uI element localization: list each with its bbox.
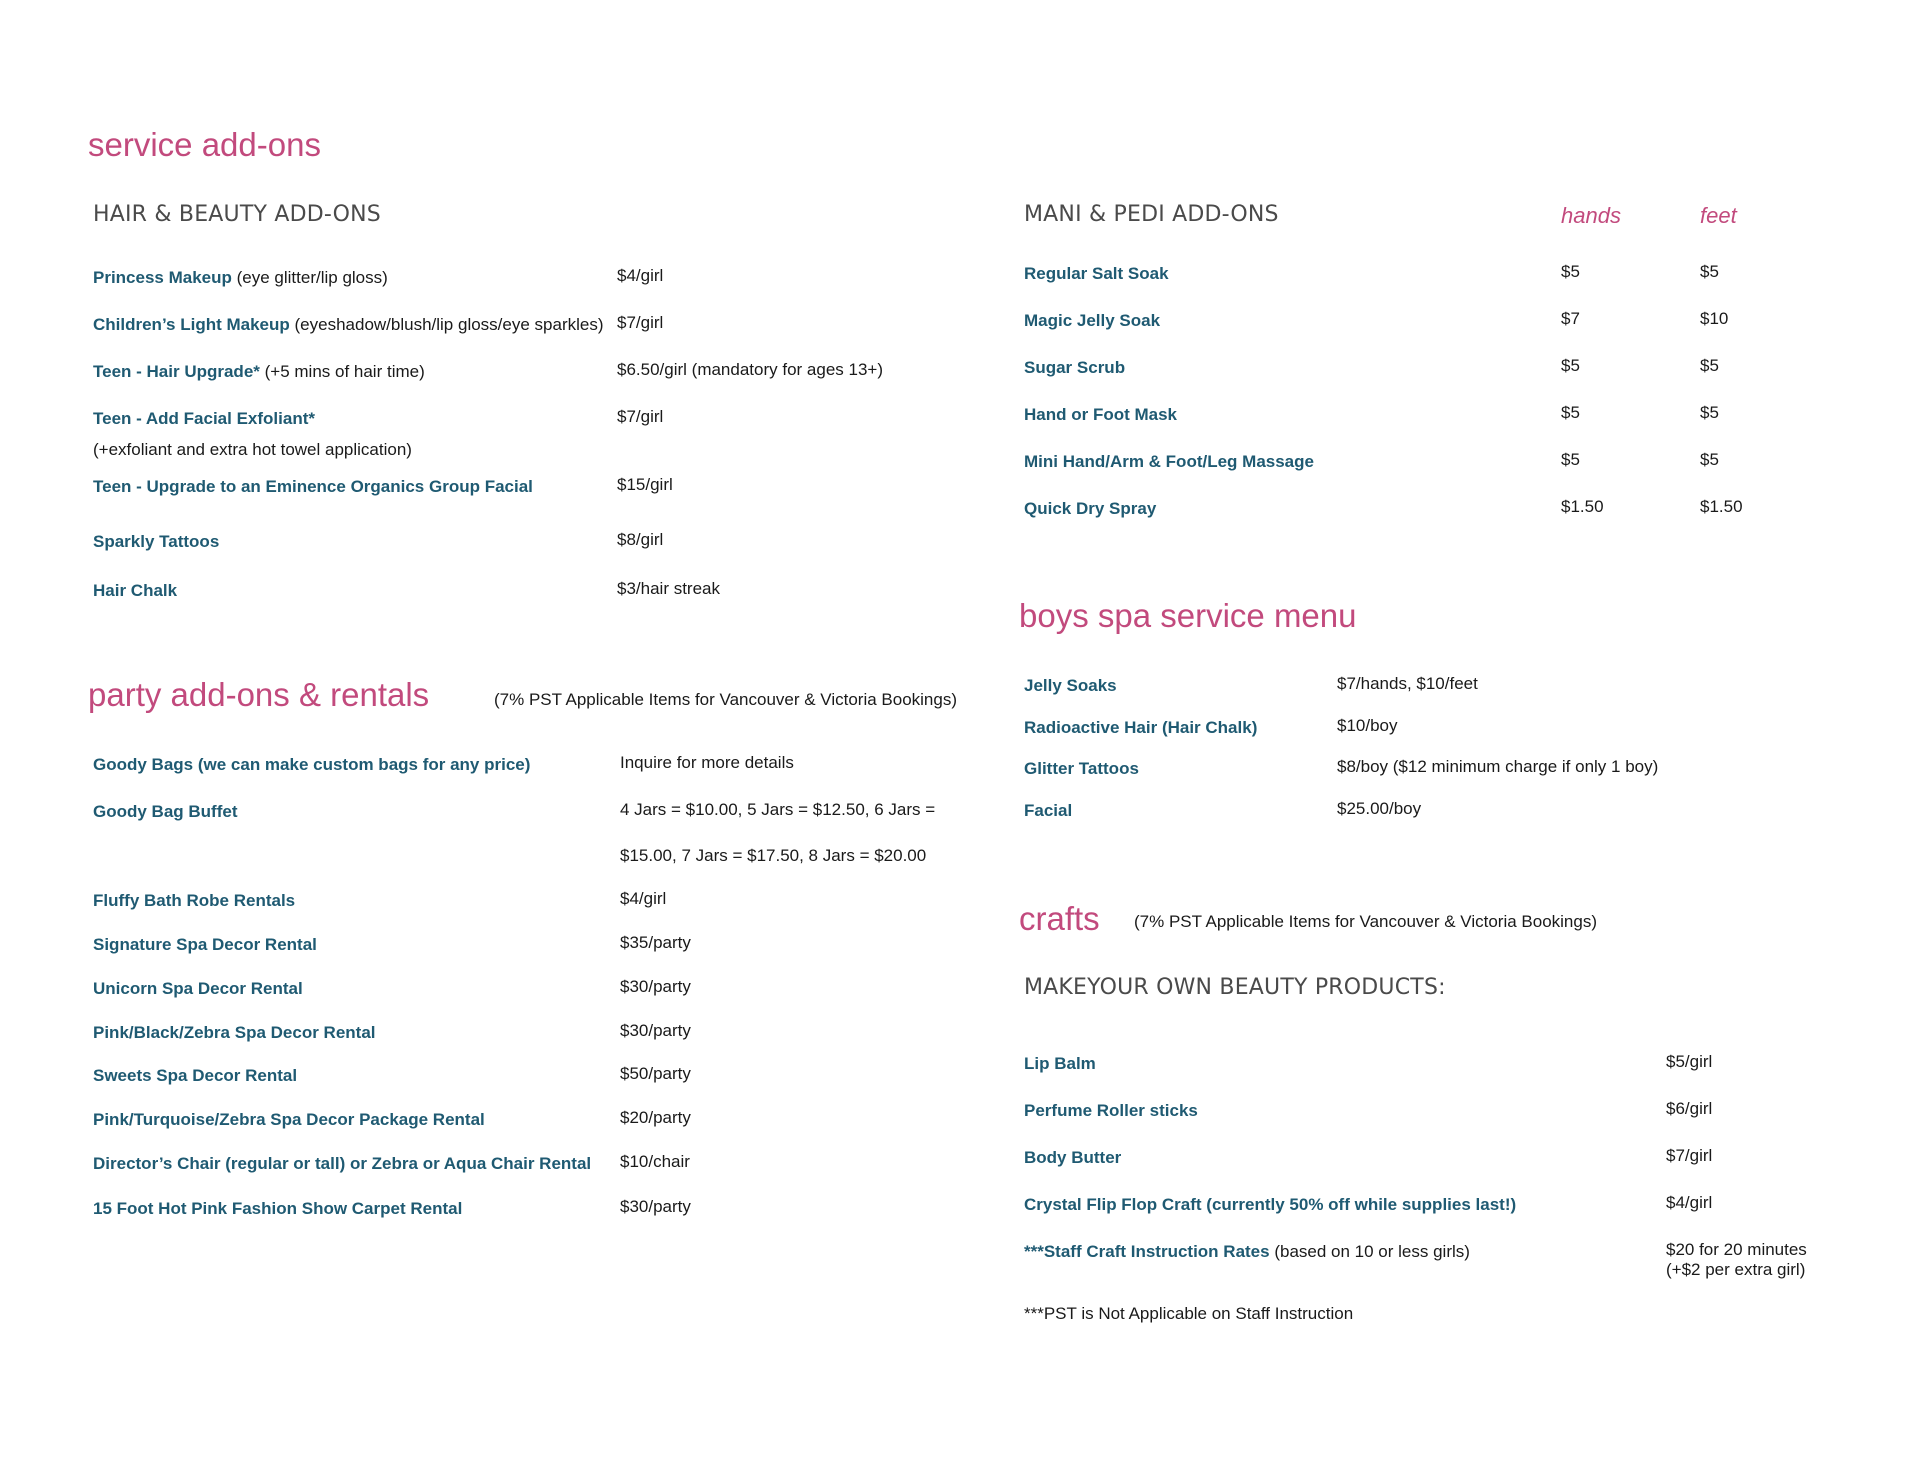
- item-price: $10/chair: [620, 1152, 690, 1171]
- item-name: Unicorn Spa Decor Rental: [93, 979, 303, 998]
- item-price: $7/girl: [617, 407, 664, 426]
- column-header-feet: feet: [1700, 203, 1737, 228]
- price-feet: $5: [1700, 450, 1719, 469]
- item-price: $7/girl: [1666, 1146, 1713, 1165]
- section-title-boys-spa: boys spa service menu: [1019, 597, 1357, 634]
- item-name: Hair Chalk: [93, 581, 178, 600]
- item-name: Pink/Turquoise/Zebra Spa Decor Package Rental: [93, 1110, 485, 1129]
- item-price: $15/girl: [617, 475, 673, 494]
- list-item: [93, 409, 315, 429]
- list-item: [93, 581, 177, 601]
- item-price: $10/boy: [1337, 716, 1398, 735]
- crafts-pst-note: (7% PST Applicable Items for Vancouver & Victoria Bookings): [1134, 912, 1598, 931]
- item-price-continued: $15.00, 7 Jars = $17.50, 8 Jars = $20.00: [620, 846, 927, 865]
- price-feet: $1.50: [1700, 497, 1743, 516]
- price-hands: $7: [1561, 309, 1580, 328]
- item-name: Radioactive Hair (Hair Chalk): [1024, 718, 1258, 737]
- item-name: Hand or Foot Mask: [1024, 405, 1178, 424]
- item-price: $4/girl: [617, 266, 664, 285]
- item-price: Inquire for more details: [620, 753, 794, 772]
- item-name: Body Butter: [1024, 1148, 1122, 1167]
- item-name: Glitter Tattoos: [1024, 759, 1139, 778]
- crafts-heading: MAKEYOUR OWN BEAUTY PRODUCTS:: [1024, 975, 1446, 1000]
- section-title-service-addons: service add-ons: [88, 126, 321, 163]
- party-pst-note: (7% PST Applicable Items for Vancouver & Victoria Bookings): [494, 690, 958, 709]
- mani-pedi-heading: MANI & PEDI ADD-ONS: [1024, 202, 1279, 227]
- item-note: (eye glitter/lip gloss): [231, 268, 388, 287]
- item-note: (based on 10 or less girls): [1269, 1242, 1470, 1261]
- item-name: Teen - Add Facial Exfoliant*: [93, 409, 315, 428]
- item-price: $7/girl: [617, 313, 664, 332]
- item-name: Quick Dry Spray: [1024, 499, 1157, 518]
- item-price: $8/boy ($12 minimum charge if only 1 boy): [1337, 757, 1659, 776]
- item-price: $3/hair streak: [617, 579, 720, 598]
- list-item: [93, 268, 388, 288]
- item-name: Teen - Upgrade to an Eminence Organics Group Facial: [93, 477, 533, 496]
- item-price: $7/hands, $10/feet: [1337, 674, 1478, 693]
- item-name: Signature Spa Decor Rental: [93, 935, 317, 954]
- item-name: Goody Bags (we can make custom bags for any price): [93, 755, 531, 774]
- section-title-party-addons: party add-ons & rentals: [88, 676, 430, 713]
- item-price: $30/party: [620, 1021, 691, 1040]
- price-feet: $5: [1700, 356, 1719, 375]
- price-feet: $5: [1700, 262, 1719, 281]
- list-item: [93, 362, 425, 382]
- item-price: $4/girl: [620, 889, 667, 908]
- item-name: Lip Balm: [1024, 1054, 1096, 1073]
- item-price: $30/party: [620, 977, 691, 996]
- item-price: $4/girl: [1666, 1193, 1713, 1212]
- item-name: Princess Makeup: [93, 268, 232, 287]
- section-title-crafts: crafts: [1019, 900, 1100, 937]
- item-price: $5/girl: [1666, 1052, 1713, 1071]
- price-feet: $10: [1700, 309, 1729, 328]
- price-hands: $5: [1561, 356, 1580, 375]
- item-name: Regular Salt Soak: [1024, 264, 1169, 283]
- item-price: $6/girl: [1666, 1099, 1713, 1118]
- price-feet: $5: [1700, 403, 1719, 422]
- list-item: [93, 532, 219, 552]
- item-name: ***Staff Craft Instruction Rates: [1024, 1242, 1270, 1261]
- item-name: Facial: [1024, 801, 1073, 820]
- price-hands: $5: [1561, 262, 1580, 281]
- item-name: Pink/Black/Zebra Spa Decor Rental: [93, 1023, 376, 1042]
- item-name: Magic Jelly Soak: [1024, 311, 1161, 330]
- price-hands: $5: [1561, 403, 1580, 422]
- item-name: Director’s Chair (regular or tall) or Zebra or Aqua Chair Rental: [93, 1154, 592, 1173]
- item-price: $35/party: [620, 933, 691, 952]
- item-name: Sweets Spa Decor Rental: [93, 1066, 298, 1085]
- item-price-continued: (+$2 per extra girl): [1666, 1260, 1806, 1279]
- item-note: (+5 mins of hair time): [259, 362, 425, 381]
- item-name: Sugar Scrub: [1024, 358, 1126, 377]
- item-price: 4 Jars = $10.00, 5 Jars = $12.50, 6 Jars =: [620, 800, 936, 819]
- item-name: 15 Foot Hot Pink Fashion Show Carpet Rental: [93, 1199, 463, 1218]
- item-name: Crystal Flip Flop Craft (currently 50% off while supplies last!): [1024, 1195, 1517, 1214]
- item-name: Sparkly Tattoos: [93, 532, 220, 551]
- item-name: Perfume Roller sticks: [1024, 1101, 1198, 1120]
- item-name: Jelly Soaks: [1024, 676, 1117, 695]
- item-price: $20/party: [620, 1108, 691, 1127]
- price-hands: $5: [1561, 450, 1580, 469]
- item-price: $20 for 20 minutes: [1666, 1240, 1807, 1259]
- item-name: Children’s Light Makeup: [93, 315, 290, 334]
- item-name: Mini Hand/Arm & Foot/Leg Massage: [1024, 452, 1314, 471]
- column-header-hands: hands: [1561, 203, 1621, 228]
- item-subnote: (+exfoliant and extra hot towel application): [93, 440, 412, 459]
- list-item: [1024, 1242, 1470, 1262]
- item-price: $6.50/girl (mandatory for ages 13+): [617, 360, 884, 379]
- item-price: $50/party: [620, 1064, 691, 1083]
- item-name: Fluffy Bath Robe Rentals: [93, 891, 296, 910]
- list-item: [93, 477, 533, 497]
- item-price: $25.00/boy: [1337, 799, 1422, 818]
- item-price: $30/party: [620, 1197, 691, 1216]
- list-item: [93, 315, 604, 335]
- item-note: (eyeshadow/blush/lip gloss/eye sparkles): [289, 315, 604, 334]
- footnote: ***PST is Not Applicable on Staff Instruction: [1024, 1304, 1354, 1323]
- item-price: $8/girl: [617, 530, 664, 549]
- hair-beauty-heading: HAIR & BEAUTY ADD-ONS: [93, 202, 381, 227]
- item-name: Teen - Hair Upgrade*: [93, 362, 260, 381]
- item-name: Goody Bag Buffet: [93, 802, 238, 821]
- price-hands: $1.50: [1561, 497, 1604, 516]
